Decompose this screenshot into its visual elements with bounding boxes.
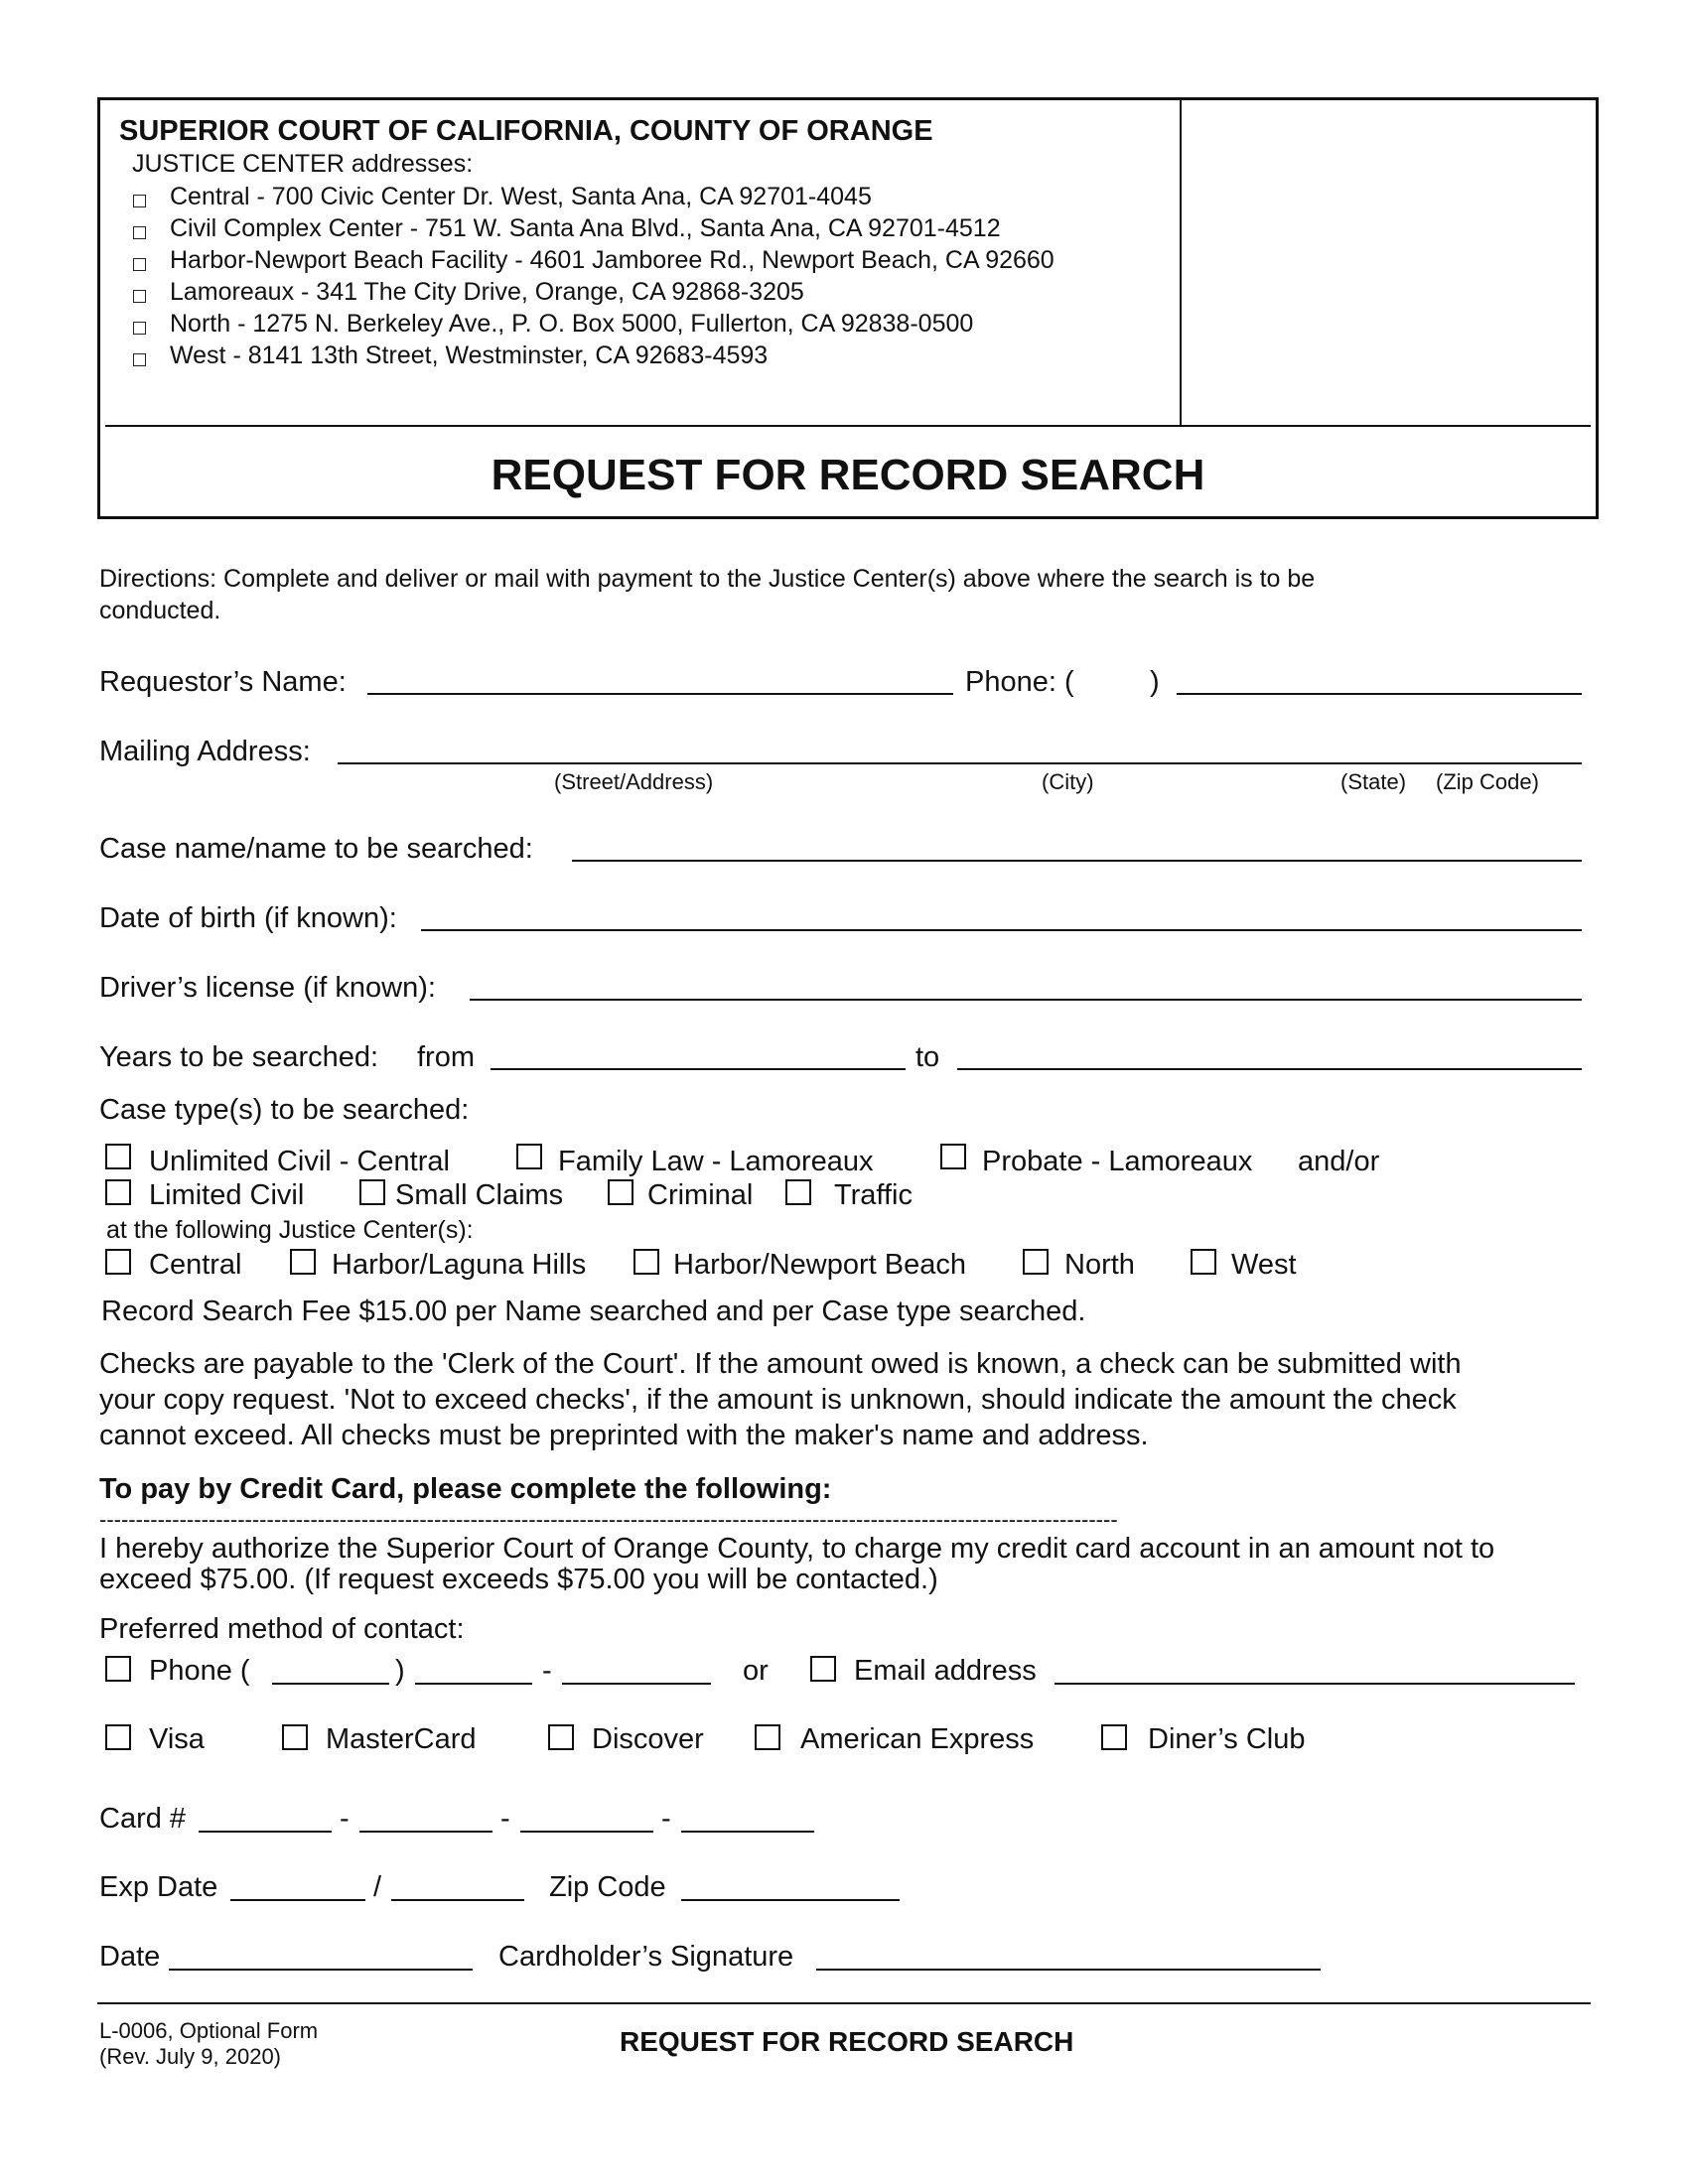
requestor-name-label: Requestor’s Name: [99, 666, 347, 698]
zip-code-label: Zip Code [549, 1871, 666, 1903]
center-checkbox-harbor-newport[interactable] [133, 258, 146, 271]
case-name-label: Case name/name to be searched: [99, 833, 533, 865]
contact-phone-prefix-field[interactable] [415, 1683, 532, 1685]
checkbox-west[interactable] [1191, 1249, 1216, 1275]
date-label: Date [99, 1941, 161, 1973]
court-name: SUPERIOR COURT OF CALIFORNIA, COUNTY OF ORANGE [119, 115, 933, 147]
checks-line-3: cannot exceed. All checks must be preprinted with the maker's name and address. [99, 1420, 1149, 1451]
center-checkbox-west[interactable] [133, 353, 146, 366]
years-label: Years to be searched: [99, 1041, 379, 1073]
checkbox-north[interactable] [1023, 1249, 1049, 1275]
label-harbor-laguna: Harbor/Laguna Hills [332, 1249, 587, 1281]
label-traffic: Traffic [834, 1179, 913, 1211]
years-from-label: from [417, 1041, 475, 1073]
checkbox-discover[interactable] [548, 1724, 574, 1750]
checkbox-small-claims[interactable] [359, 1179, 385, 1205]
credit-card-heading: To pay by Credit Card, please complete the following: [99, 1473, 832, 1505]
checkbox-contact-phone[interactable] [105, 1656, 131, 1682]
authorization-line-1: I hereby authorize the Superior Court of Orange County, to charge my credit card account in an amount not to [99, 1533, 1495, 1565]
label-central: Central [149, 1249, 242, 1281]
exp-date-slash: / [373, 1871, 382, 1903]
checkbox-limited-civil[interactable] [105, 1179, 131, 1205]
signature-label: Cardholder’s Signature [498, 1941, 794, 1973]
checkbox-contact-email[interactable] [810, 1656, 836, 1682]
label-american-express: American Express [800, 1723, 1035, 1755]
center-checkbox-north[interactable] [133, 322, 146, 335]
label-mastercard: MasterCard [326, 1723, 477, 1755]
dob-label: Date of birth (if known): [99, 902, 397, 934]
email-address-label: Email address [854, 1655, 1037, 1687]
card-number-dash-3: - [661, 1803, 671, 1835]
directions-line-2: conducted. [99, 597, 221, 624]
center-address-north: North - 1275 N. Berkeley Ave., P. O. Box 5000, Fullerton, CA 92838-0500 [170, 310, 974, 338]
card-number-group-3[interactable] [520, 1831, 653, 1833]
footer-title: REQUEST FOR RECORD SEARCH [620, 2026, 1074, 2057]
center-address-central: Central - 700 Civic Center Dr. West, Santa Ana, CA 92701-4045 [170, 183, 872, 210]
date-field[interactable] [169, 1969, 473, 1971]
checks-line-2: your copy request. 'Not to exceed checks', if the amount is unknown, should indicate the amount the check [99, 1384, 1457, 1416]
footer-revision: (Rev. July 9, 2020) [99, 2044, 282, 2069]
checkbox-american-express[interactable] [755, 1724, 780, 1750]
label-probate: Probate - Lamoreaux [982, 1146, 1253, 1177]
label-criminal: Criminal [647, 1179, 754, 1211]
center-address-lamoreaux: Lamoreaux - 341 The City Drive, Orange, CA 92868-3205 [170, 278, 804, 306]
drivers-license-label: Driver’s license (if known): [99, 972, 436, 1004]
contact-phone-area-field[interactable] [272, 1683, 389, 1685]
card-number-group-2[interactable] [359, 1831, 492, 1833]
label-visa: Visa [149, 1723, 205, 1755]
form-title: REQUEST FOR RECORD SEARCH [491, 451, 1205, 499]
checkbox-family-law[interactable] [516, 1144, 542, 1169]
checkbox-criminal[interactable] [608, 1179, 633, 1205]
card-number-label: Card # [99, 1803, 187, 1835]
exp-month-field[interactable] [230, 1899, 365, 1901]
center-address-harbor-newport: Harbor-Newport Beach Facility - 4601 Jamboree Rd., Newport Beach, CA 92660 [170, 246, 1055, 274]
zip-code-field[interactable] [681, 1899, 900, 1901]
centers-selection-label: at the following Justice Center(s): [106, 1216, 474, 1244]
city-caption: (City) [1042, 769, 1094, 794]
requestor-name-field[interactable] [367, 693, 953, 695]
state-caption: (State) [1340, 769, 1407, 794]
checkbox-harbor-laguna[interactable] [290, 1249, 316, 1275]
center-checkbox-lamoreaux[interactable] [133, 290, 146, 303]
phone-area-close: ) [1150, 666, 1160, 698]
label-and-or: and/or [1298, 1146, 1380, 1177]
zip-caption: (Zip Code) [1436, 769, 1539, 794]
authorization-line-2: exceed $75.00. (If request exceeds $75.00 you will be contacted.) [99, 1564, 938, 1595]
signature-field[interactable] [816, 1969, 1321, 1971]
label-discover: Discover [592, 1723, 704, 1755]
header-divider-horizontal [105, 425, 1591, 427]
checkbox-central[interactable] [105, 1249, 131, 1275]
dashed-separator: -------------------------------------------------------------------------------------------------------------------------------------------- [99, 1507, 1118, 1532]
label-limited-civil: Limited Civil [149, 1179, 305, 1211]
checkbox-diners-club[interactable] [1101, 1724, 1127, 1750]
directions-line-1: Directions: Complete and deliver or mail with payment to the Justice Center(s) above where the search is to be [99, 565, 1316, 593]
checkbox-visa[interactable] [105, 1724, 131, 1750]
checkbox-traffic[interactable] [785, 1179, 811, 1205]
checkbox-probate[interactable] [940, 1144, 966, 1169]
years-to-label: to [915, 1041, 940, 1073]
center-address-west: West - 8141 13th Street, Westminster, CA 92683-4593 [170, 341, 769, 369]
label-west: West [1231, 1249, 1297, 1281]
checkbox-harbor-newport[interactable] [633, 1249, 659, 1275]
center-address-civil-complex: Civil Complex Center - 751 W. Santa Ana Blvd., Santa Ana, CA 92701-4512 [170, 214, 1001, 242]
label-diners-club: Diner’s Club [1148, 1723, 1306, 1755]
checkbox-mastercard[interactable] [282, 1724, 308, 1750]
label-family-law: Family Law - Lamoreaux [558, 1146, 874, 1177]
contact-phone-label: Phone ( [149, 1655, 250, 1687]
label-small-claims: Small Claims [395, 1179, 564, 1211]
case-types-label: Case type(s) to be searched: [99, 1094, 470, 1126]
justice-center-label: JUSTICE CENTER addresses: [132, 150, 474, 178]
center-checkbox-central[interactable] [133, 195, 146, 207]
years-to-field[interactable] [957, 1068, 1582, 1070]
card-number-dash-1: - [340, 1803, 350, 1835]
contact-phone-dash: - [542, 1655, 552, 1687]
exp-date-label: Exp Date [99, 1871, 218, 1903]
label-harbor-newport: Harbor/Newport Beach [673, 1249, 966, 1281]
contact-phone-line-field[interactable] [562, 1683, 711, 1685]
phone-label: Phone: ( [965, 666, 1074, 698]
email-address-field[interactable] [1055, 1683, 1575, 1685]
card-number-dash-2: - [500, 1803, 510, 1835]
years-from-field[interactable] [491, 1068, 906, 1070]
card-number-group-1[interactable] [199, 1831, 332, 1833]
phone-field[interactable] [1177, 693, 1582, 695]
contact-method-label: Preferred method of contact: [99, 1613, 465, 1645]
footer-form-id: L-0006, Optional Form [99, 2018, 319, 2043]
drivers-license-field[interactable] [470, 999, 1582, 1001]
contact-phone-close: ) [395, 1655, 405, 1687]
contact-or: or [743, 1655, 769, 1687]
record-search-fee: Record Search Fee $15.00 per Name searched and per Case type searched. [101, 1296, 1086, 1327]
street-caption: (Street/Address) [554, 769, 714, 794]
dob-field[interactable] [421, 929, 1582, 931]
center-checkbox-civil-complex[interactable] [133, 226, 146, 239]
case-name-field[interactable] [572, 860, 1582, 862]
checkbox-unlimited-civil[interactable] [105, 1144, 131, 1169]
label-unlimited-civil: Unlimited Civil - Central [149, 1146, 450, 1177]
label-north: North [1064, 1249, 1135, 1281]
exp-year-field[interactable] [391, 1899, 524, 1901]
checks-line-1: Checks are payable to the 'Clerk of the Court'. If the amount owed is known, a check can be submitted with [99, 1348, 1462, 1380]
mailing-address-label: Mailing Address: [99, 736, 311, 767]
mailing-address-field[interactable] [338, 762, 1582, 764]
footer-rule [97, 2002, 1591, 2004]
header-divider-vertical [1180, 97, 1182, 425]
card-number-group-4[interactable] [681, 1831, 814, 1833]
